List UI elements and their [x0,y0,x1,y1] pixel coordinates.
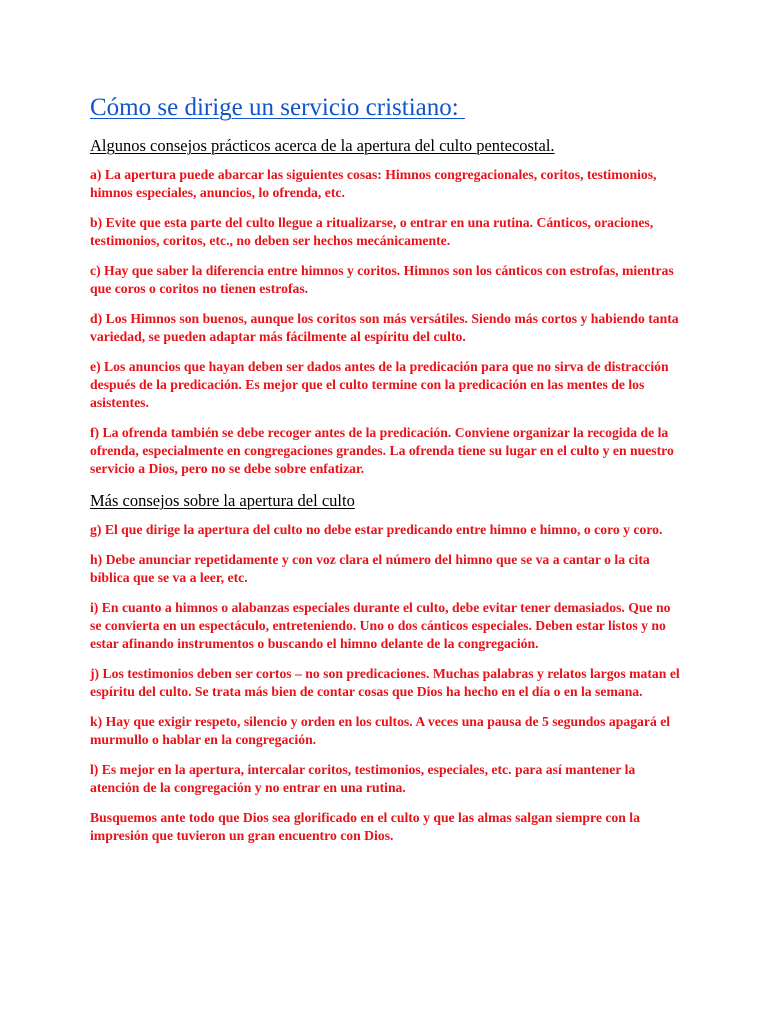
paragraph-g: g) El que dirige la apertura del culto no debe estar predicando entre himno e himno, o coro y coro. [90,522,663,537]
paragraph-e: e) Los anuncios que hayan deben ser dados antes de la predicación para que no sirva de distracción después de la predicación. Es mejor que el culto termine con la predicación en las mentes de los asistentes. [90,359,669,410]
paragraph-f: f) La ofrenda también se debe recoger antes de la predicación. Conviene organizar la recogida de la ofrenda, especialmente en congregaciones grandes. La ofrenda tiene su lugar en el culto y en nuestro servicio a Dios, pero no se debe sobre enfatizar. [90,425,674,476]
paragraph-b: b) Evite que esta parte del culto llegue a ritualizarse, o entrar en una rutina. Cánticos, oraciones, testimonios, coritos, etc., no deben ser hechos mecánicamente. [90,215,654,248]
paragraph-j: j) Los testimonios deben ser cortos – no son predicaciones. Muchas palabras y relatos largos matan el espíritu del culto. Se trata más bien de contar cosas que Dios ha hecho en el día o en la semana. [90,666,680,699]
paragraph-l: l) Es mejor en la apertura, intercalar coritos, testimonios, especiales, etc. para así mantener la atención de la congregación y no entrar en una rutina. [90,762,636,795]
paragraph-k: k) Hay que exigir respeto, silencio y orden en los cultos. A veces una pausa de 5 segundos apagará el murmullo o hablar en la congregación. [90,714,671,747]
section-heading-1: Algunos consejos prácticos acerca de la apertura del culto pentecostal. [90,136,555,155]
paragraph-i: i) En cuanto a himnos o alabanzas especiales durante el culto, debe evitar tener demasiados. Que no se convierta en un espectáculo, entreteniendo. Uno o dos cánticos especiales. Deben estar listos y no estar afinando instrumentos o buscando el himno delante de la congregación. [90,600,671,651]
paragraph-h: h) Debe anunciar repetidamente y con voz clara el número del himno que se va a cantar o la cita bíblica que se va a leer, etc. [90,552,650,585]
closing-paragraph: Busquemos ante todo que Dios sea glorificado en el culto y que las almas salgan siempre con la impresión que tuvieron un gran encuentro con Dios. [90,810,640,843]
paragraph-c: c) Hay que saber la diferencia entre himnos y coritos. Himnos son los cánticos con estrofas, mientras que coros o coritos no tienen estrofas. [90,263,674,296]
paragraph-a: a) La apertura puede abarcar las siguientes cosas: Himnos congregacionales, coritos, testimonios, himnos especiales, anuncios, lo ofrenda, etc. [90,167,657,200]
paragraph-d: d) Los Himnos son buenos, aunque los coritos son más versátiles. Siendo más cortos y habiendo tanta variedad, se pueden adaptar más fácilmente al espíritu del culto. [90,311,679,344]
section-heading-2: Más consejos sobre la apertura del culto [90,491,355,510]
document-page [90,92,680,857]
page-title: Cómo se dirige un servicio cristiano: [90,94,465,121]
